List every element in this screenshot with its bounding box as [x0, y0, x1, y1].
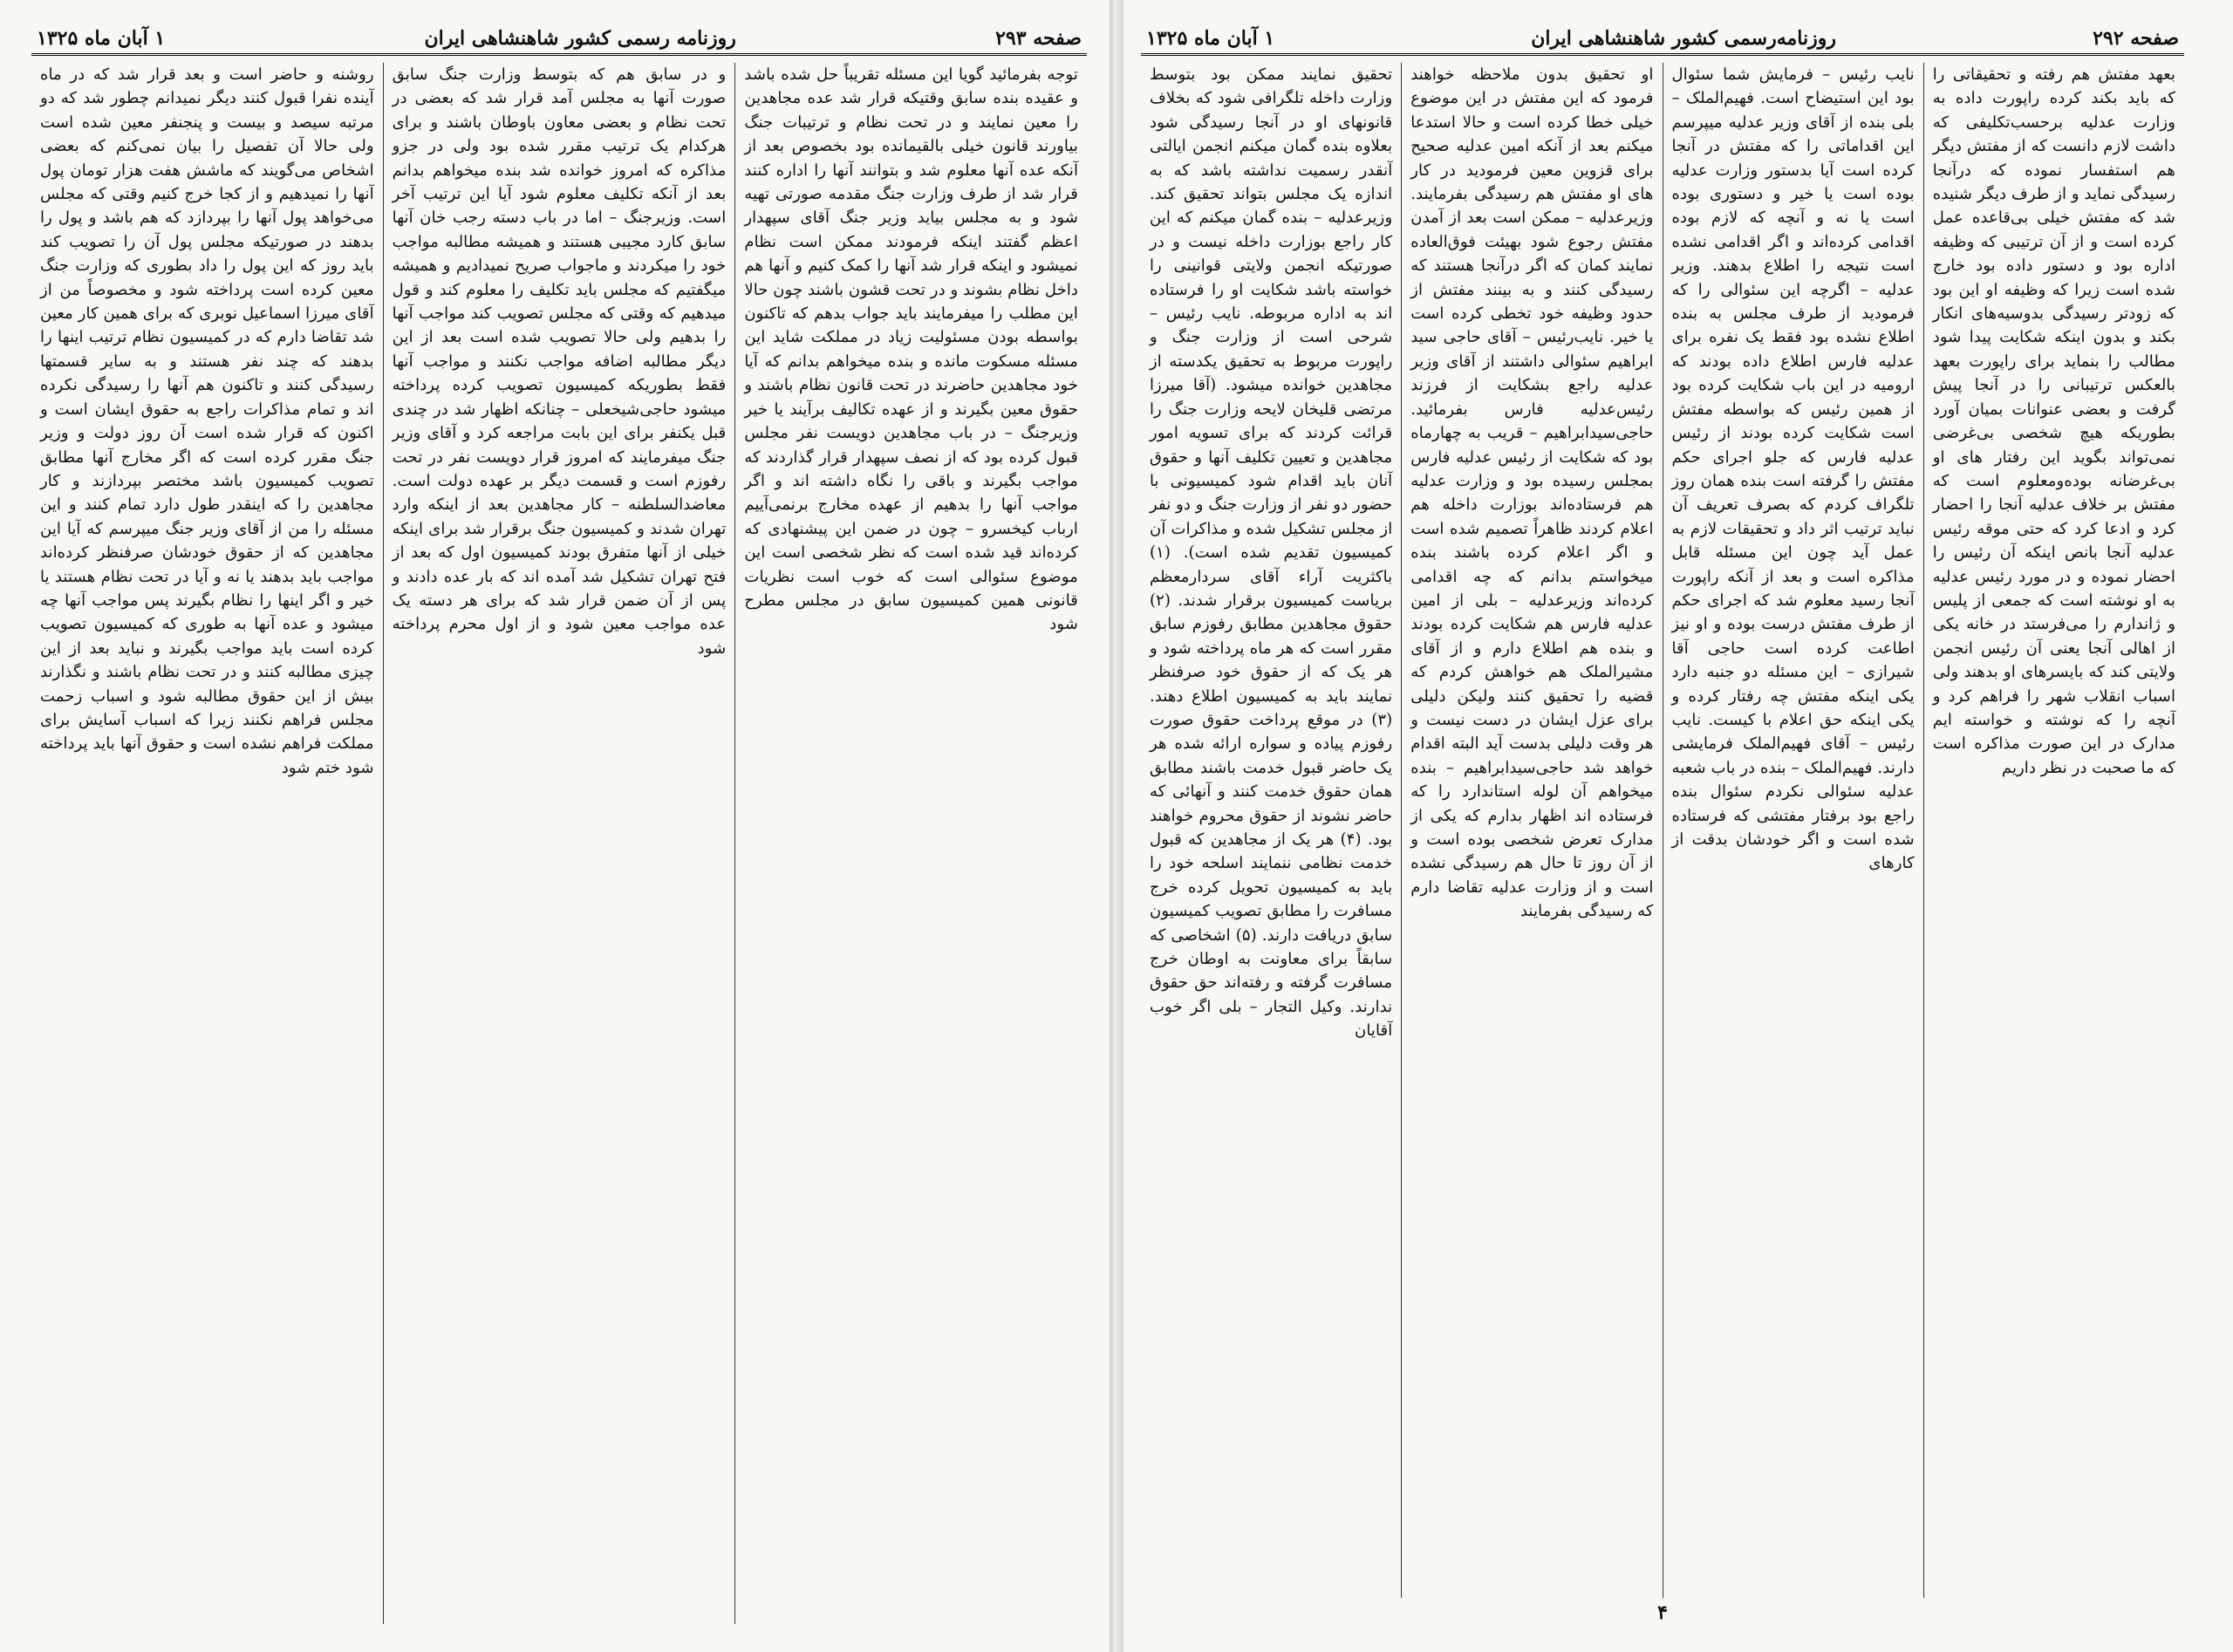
right-page [1123, 0, 2233, 1652]
left-newspaper-title: روزنامه رسمی کشور شاهنشاهی ایران [424, 27, 736, 50]
left-column-1 [734, 63, 1087, 1624]
page-gutter [1110, 0, 1123, 1652]
left-page-date: ۱ آبان ماه ۱۳۲۵ [37, 27, 166, 50]
right-column-2 [1663, 63, 1923, 1598]
left-column-3-text: روشنه و حاضر است و بعد قرار شد که در ماه آینده نفرا قبول کنند دیگر نمیدانم چطور شد که دو مرتبه سیصد و بیست و پنجنفر معین شده است ولی حالا آن تفصیل را بیان نمی‌کنم که بعضی اشخاص می‌گویند که ماشش هفت هزار تومان پول آنها را نمیدهیم و از کجا خرج کنیم وقتی که مجلس می‌خواهد پول آنها را بپردازد که هم باشد و پول را بدهند در صورتیکه مجلس پول آن را تصویب کند باید روز که این پول را داد بطوری که وزارت جنگ معین کرده است پرداخته شود و مخصوصاً من از آقای میرزا اسماعیل نوبری که برای همین کار معین شد تقاضا دارم که در کمیسیون نظام ترتیب اینها را بدهند که چند نفر هستند و به سایر قسمتها رسیدگی کنند و تاکنون هم آنها را رسیدگی نکرده اند و تمام مذاکرات راجع به حقوق ایشان است و اکنون که قرار شده است آن روز دولت و وزیر جنگ مقرر کرده است که اگر مخارج آنها مطابق تصویب کمیسیون باشد مختصر بپردازند و کار مجاهدین را که اینقدر طول دارد تمام کنند و این مسئله را من از آقای وزیر جنگ میپرسم که آیا این مجاهدین که از حقوق خودشان صرفنظر کرده‌اند مواجب باید بدهند یا نه و آیا در تحت نظام هستند یا خیر و اگر اینها را نظام بگیرند پس مواجب آنها چه میشود و عده آنها به طوری که کمیسیون تصویب کرده است باید مواجب بگیرند و نباید بعد از این چیزی مطالبه کنند و در تحت نظام باشند و نگذارند بیش از این حقوق مطالبه شود و اسباب زحمت مجلس فراهم نکنند زیرا که اسباب آسایش برای مملکت فراهم نشده است و حقوق آنها باید پرداخته شود ختم شود [39, 65, 374, 777]
right-page-date: ۱ آبان ماه ۱۳۲۵ [1146, 27, 1275, 50]
right-page-footer-number: ۴ [1657, 1601, 1668, 1624]
right-column-4-text: تحقیق نمایند ممکن بود بتوسط وزارت داخله تلگرافی شود که بخلاف قانونهای او در آنجا رسیدگی شود بعلاوه بنده گمان میکنم انجمن ایالتی آنقدر رسمیت نداشته باشد که به اندازه یک مجلس بتواند تحقیق کند. وزیرعدلیه – بنده گمان میکنم که این کار راجع بوزارت داخله نیست و در صورتیکه انجمن ولایتی قوانینی را خواسته باشد شکایت او را فرستاده اند به اداره مربوطه. نایب رئیس – شرحی است از وزارت جنگ و راپورت مربوط به تحقیق یکدسته از مجاهدین خوانده میشود. (آقا میرزا مرتضی قلیخان لایحه وزارت جنگ را قرائت کردند که برای تسویه امور مجاهدین و تعیین تکلیف آنها و حقوق آنان باید اقدام شود کمیسیونی با حضور دو نفر از وزارت جنگ و دو نفر از مجلس تشکیل شده و مذاکرات آن کمیسیون تقدیم شده است). (۱) باکثریت آراء آقای سردارمعظم بریاست کمیسیون برقرار شدند. (۲) حقوق مجاهدین مطابق رفوزم سابق مقرر است که هر ماه پرداخته شود و هر یک که از حقوق خود صرفنظر نمایند باید به کمیسیون اطلاع دهند. (۳) در موقع پرداخت حقوق صورت رفوزم پیاده و سواره ارائه شده هر یک حاضر قبول خدمت باشند مطابق همان حقوق خدمت کنند و آنهائی که حاضر نشوند از حقوق محروم خواهند بود. (۴) هر یک از مجاهدین که قبول خدمت نظامی ننمایند اسلحه خود را باید به کمیسیون تحویل کرده خرج مسافرت را مطابق تصویب کمیسیون سابق دریافت دارند. (۵) اشخاصی که سابقاً برای معاونت به اوطان خرج مسافرت گرفته و رفته‌اند حق حقوق ندارند. وکیل التجار – بلی اگر خوب آقایان [1150, 65, 1393, 1041]
left-column-1-text: توجه بفرمائید گویا این مسئله تقریباً حل شده باشد و عقیده بنده سابق وقتیکه قرار شد عده مجاهدین را معین نمایند و در تحت نظام و ترتیبات جنگ بیاورند قانون خیلی بالقیمانده بود بخصوص بعد از آنکه عده آنها معلوم شد و بتوانند آنها را اداره کنند قرار شد از طرف وزارت جنگ مقدمه صورتی تهیه شود و به مجلس بیاید وزیر جنگ آقای سپهدار اعظم گفتند اینکه فرمودند ممکن است نظام نمیشود و اینکه قرار شد آنها را کمک کنیم و آنها هم داخل نظام بشوند و در تحت قشون باشند چون حالا این مطلب را میفرمایند باید جواب بدهم که تاکنون بواسطه بودن مسئولیت زیاد در مملکت شاید این مسئله مسکوت مانده و بنده میخواهم بدانم که آیا خود مجاهدین حاضرند در تحت قانون نظام باشند و حقوق معین بگیرند و از عهده تکالیف برآیند یا خیر وزیرجنگ – در باب مجاهدین دویست نفر مجلس قبول کرده بود که از نصف سپهدار قرار گذاردند که مواجب بگیرند و باقی را نگاه داشته اند و اگر مواجب آنها را بدهیم از عهده مخارج برنمی‌آییم ارباب کیخسرو – چون در ضمن این پیشنهادی که کرده‌اند قید شده است که نظر شخصی است این موضوع سئوالی است که خوب است نظریات قانونی همین کمیسیون سابق در مجلس مطرح شود [744, 65, 1078, 634]
right-page-columns [1141, 63, 2184, 1598]
right-column-1 [1923, 63, 2184, 1598]
right-page-header [1141, 26, 2184, 56]
left-column-2 [383, 63, 735, 1624]
left-page-header [31, 26, 1087, 56]
right-newspaper-title: روزنامه‌رسمی کشور شاهنشاهی ایران [1531, 27, 1837, 50]
right-column-3-text: او تحقیق بدون ملاحظه خواهند فرمود که این مفتش در این موضوع خیلی خطا کرده است و حالا استدعا میکنم بعد از آنکه امین عدلیه صحیح برای قزوین معین فرمودید در کار های او مفتش هم رسیدگی بفرمایند. وزیرعدلیه – ممکن است بعد از آمدن مفتش رجوع شود بهیئت فوق‌العاده نمایند کمان که اگر درآنجا هستند که رسیدگی کنند و به بینند مفتش از حدود وظیفه خود تخطی کرده است یا خیر. نایب‌رئیس – آقای حاجی سید ابراهیم سئوالی داشتند از آقای وزیر عدلیه راجع بشکایت از فرزند رئیس‌عدلیه فارس بفرمائید. حاجی‌سیدابراهیم – قریب به چهارماه بود که شکایت از رئیس عدلیه فارس بمجلس رسیده بود و وزارت عدلیه هم فرستاده‌اند بوزارت داخله هم اعلام کردند ظاهراً تصمیم شده است و اگر اعلام کرده باشند بنده میخواستم بدانم که چه اقدامی کرده‌اند وزیرعدلیه – بلی از امین عدلیه فارس هم شکایت کرده بودند و بنده هم اطلاع دارم و از آقای مشیرالملک هم خواهش کردم که قضیه را تحقیق کنند ولیکن دلیلی برای عزل ایشان در دست نیست و هر وقت دلیلی بدست آید البته اقدام خواهد شد حاجی‌سیدابراهیم – بنده میخواهم آن لوله استاندارد را که فرستاده اند اظهار بدارم که یکی از مدارک تعرض شخصی بوده است و از آن روز تا حال هم رسیدگی نشده است و از وزارت عدلیه تقاضا دارم که رسیدگی بفرمایند [1410, 65, 1654, 921]
right-column-2-text: نایب رئیس – فرمایش شما سئوال بود این استیضاح است. فهیم‌الملک – بلی بنده از آقای وزیر عدلیه میپرسم این اقداماتی را که مفتش در آنجا کرده است آیا بدستور وزارت عدلیه بوده است یا خیر و دستوری بوده است یا نه و آنچه که لازم بوده اقدامی کرده‌اند و اگر اقدامی نشده است نتیجه را اطلاع بدهند. وزیر عدلیه – اگرچه این سئوالی را که فرمودید از طرف مجلس به بنده اطلاع نشده بود فقط یک نفره برای عدلیه فارس اطلاع داده بودند که ارومیه در این باب شکایت کرده بود از همین رئیس که بواسطه مفتش است شکایت کرده بودند از رئیس عدلیه فارس که جلو اجرای حکم مفتش را گرفته است بنده همان روز تلگراف کردم که بصرف تعریف آن نباید ترتیب اثر داد و تحقیقات لازم به عمل آید چون این مسئله قابل مذاکره است و بعد از آنکه راپورت آنجا رسید معلوم شد که اجرای حکم از طرف مفتش درست بوده و او نیز اطاعت کرده است حاجی آقا شیرازی – این مسئله دو جنبه دارد یکی اینکه مفتش چه رفتار کرده و یکی اینکه حق اعلام با کیست. نایب رئیس – آقای فهیم‌الملک فرمایشی دارند. فهیم‌الملک – بنده در باب شعبه عدلیه سئوالی نکردم سئوال بنده راجع بود برفتار مفتشی که فرستاده شده است و اگر خودشان بدقت از کارهای [1671, 65, 1915, 873]
left-column-3 [31, 63, 383, 1624]
right-page-number-label: صفحه ۲۹۲ [2093, 27, 2179, 50]
left-page-number-label: صفحه ۲۹۳ [995, 27, 1082, 50]
left-page [0, 0, 1110, 1652]
left-page-columns [31, 63, 1087, 1624]
right-column-1-text: بعهد مفتش هم رفته و تحقیقاتی را که باید بکند کرده راپورت داده به وزارت عدلیه برحسب‌تکلیفی که داشت لازم دانست که از مفتش دیگر هم استفسار نموده که درآنجا رسیدگی نماید و از طرف دیگر شنیده شد که مفتش خیلی بی‌قاعده عمل کرده است و از آن ترتیبی که وظیفه اداره بود و دستور داده بود خارج شده است زیرا که وظیفه او این بود که زودتر رسیدگی بدوسیه‌های انکار بکند و بدون اینکه شکایت پیدا شود مطالب را بنماید برای راپورت بعهد بالعکس ترتیبانی را در آنجا پیش گرفت و بعضی عنوانات بمیان آورد بطوریکه هیچ شخصی بی‌غرضی نمی‌تواند بگوید این رفتار های او بی‌غرضانه بوده‌ومعلوم است که مفتش بر خلاف عدلیه آنجا را احضار کرد و ادعا کرد که حتی موقه رئیس عدلیه آنجا بانص اینکه آن رئیس را احضار نموده و در مورد رئیس عدلیه به او نوشته است که جمعی از پلیس و ژاندارم را می‌فرستد در خانه یکی از اهالی آنجا یعنی آن رئیس انجمن ولایتی کند که بایسرهای او بدهند ولی اسباب انقلاب شهر را فراهم کرد و آنچه را که نوشته و خواسته ایم مدارک در این صورت مذاکره است که ما صحبت در نظر داریم [1932, 65, 2175, 777]
right-column-4 [1141, 63, 1401, 1598]
right-column-3 [1401, 63, 1662, 1598]
left-column-2-text: و در سابق هم که بتوسط وزارت جنگ سابق صورت آنها به مجلس آمد قرار شد که بعضی در تحت نظام و بعضی معاون باوطان باشند و برای هرکدام یک ترتیب مقرر شده بود ولی در جزو مذاکره که امروز خوانده شد بنده میخواهم بدانم بعد از آنکه تکلیف معلوم شود آیا این ترتیب آخر است. وزیرجنگ – اما در باب دسته رجب خان آنها سابق کارد مجیبی هستند و همیشه مطالبه مواجب خود را میکردند و ماجواب صریح نمیدادیم و همیشه میگفتیم که مجلس باید تکلیف را معلوم کند و قول میدهیم که وقتی که مجلس تصویب کند مواجب آنها را بدهیم ولی حالا تصویب شده است بعد از این دیگر مطالبه اضافه مواجب نکنند و مواجب آنها فقط بطوریکه کمیسیون تصویب کرده پرداخته میشود حاجی‌شیخعلی – چنانکه اظهار شد در چندی قبل یکنفر برای این بابت مراجعه کرد و آقای وزیر جنگ میفرمایند که امروز قرار دویست نفر در تحت رفوزم است و قسمت دیگر بر عهده دولت است. معاضدالسلطنه – کار مجاهدین بعد از اینکه وارد تهران شدند و کمیسیون جنگ برقرار شد برای اینکه خیلی از آنها متفرق بودند کمیسیون اول که بعد از فتح تهران تشکیل شد آمده اند که بار عده دادند و پس از آن ضمن قرار شد که برای هر دسته یک عده مواجب معین شود و از اول محرم پرداخته شود [392, 65, 727, 658]
